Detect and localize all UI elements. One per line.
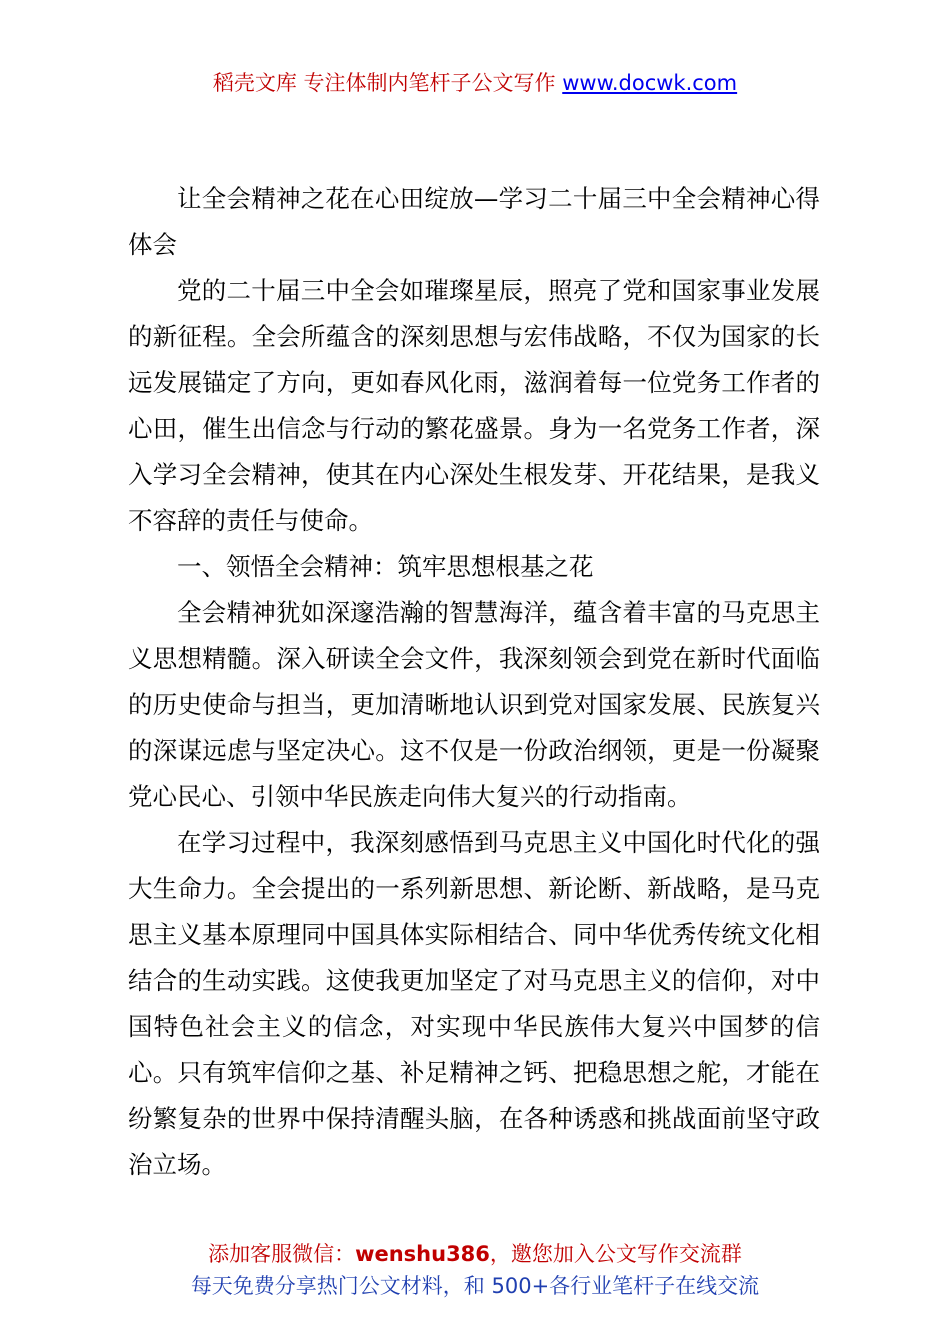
- body-paragraph: 全会精神犹如深邃浩瀚的智慧海洋，蕴含着丰富的马克思主义思想精髓。深入研读全会文件，我深刻领会到党在新时代面临的历史使命与担当，更加清晰地认识到党对国家发展、民族复兴的深谋远虑与坚定决心。这不仅是一份政治纲领，更是一份凝聚党心民心、引领中华民族走向伟大复兴的行动指南。: [128, 598, 820, 811]
- section-heading-1: 一、领悟全会精神：筑牢思想根基之花: [177, 552, 594, 581]
- footer-wechat-id: wenshu386: [355, 1242, 490, 1266]
- body-paragraph: 在学习过程中，我深刻感悟到马克思主义中国化时代化的强大生命力。全会提出的一系列新思想、新论断、新战略，是马克思主义基本原理同中国具体实际相结合、同中华优秀传统文化相结合的生动实践。这使我更加坚定了对马克思主义的信仰，对中国特色社会主义的信念，对实现中华民族伟大复兴中国梦的信心。只有筑牢信仰之基、补足精神之钙、把稳思想之舵，才能在纷繁复杂的世界中保持清醒头脑，在各种诱惑和挑战面前坚守政治立场。: [128, 828, 820, 1179]
- footer-promo-line: 每天免费分享热门公文材料，和 500+各行业笔杆子在线交流: [190, 1274, 760, 1298]
- footer-contact-prefix: 添加客服微信：: [208, 1242, 356, 1266]
- intro-paragraph: 党的二十届三中全会如璀璨星辰，照亮了党和国家事业发展的新征程。全会所蕴含的深刻思想与宏伟战略，不仅为国家的长远发展锚定了方向，更如春风化雨，滋润着每一位党务工作者的心田，催生出信念与行动的繁花盛景。身为一名党务工作者，深入学习全会精神，使其在内心深处生根发芽、开花结果，是我义不容辞的责任与使命。: [128, 276, 820, 535]
- footer-contact-suffix: ，邀您加入公文写作交流群: [489, 1242, 742, 1266]
- document-title: 让全会精神之花在心田绽放—学习二十届三中全会精神心得体会: [128, 184, 820, 259]
- page-footer: [0, 1238, 950, 1302]
- header-website-link[interactable]: www.docwk.com: [562, 71, 738, 95]
- footer-contact-line: [0, 1238, 950, 1270]
- page-header: [0, 68, 950, 98]
- document-body: [128, 176, 820, 1188]
- header-brand-text: 稻壳文库 专注体制内笔杆子公文写作: [212, 71, 556, 95]
